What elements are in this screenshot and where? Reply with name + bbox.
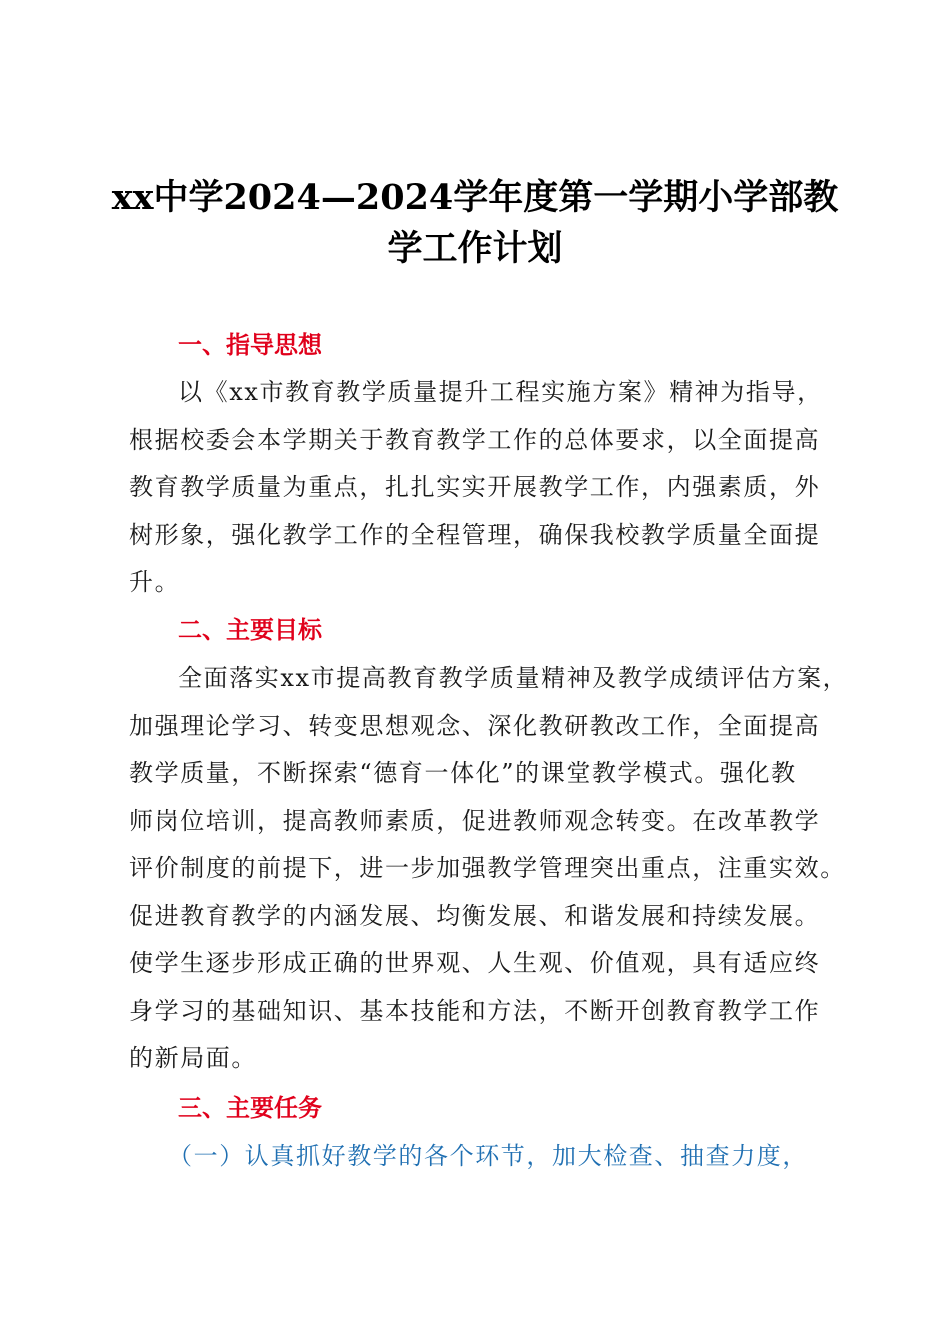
paragraph-line: 全面落实xx市提高教育教学质量精神及教学成绩评估方案， [178, 664, 849, 692]
title-line-2: 学工作计划 [387, 228, 563, 269]
paragraph-line: 根据校委会本学期关于教育教学工作的总体要求，以全面提高 [129, 425, 821, 454]
paragraph-line: 的新局面。 [129, 1044, 257, 1072]
paragraph-line: 师岗位培训，提高教师素质，促进教师观念转变。在改革教学 [129, 806, 821, 835]
paragraph-line: 评价制度的前提下，进一步加强教学管理突出重点，注重实效。 [129, 854, 846, 882]
paragraph-line: 促进教育教学的内涵发展、均衡发展、和谐发展和持续发展。 [129, 901, 821, 930]
section-heading-main-goals: 二、主要目标 [178, 616, 322, 644]
title-line-1: xx中学2024—2024学年度第一学期小学部教 [111, 177, 839, 218]
paragraph-line: 教育教学质量为重点，扎扎实实开展教学工作，内强素质，外 [129, 473, 821, 501]
section-paragraph-guiding-ideology [129, 369, 833, 607]
section-heading-guiding-ideology: 一、指导思想 [178, 331, 322, 359]
paragraph-line: 以《xx市教育教学质量提升工程实施方案》精神为指导， [178, 378, 823, 406]
paragraph-line: 升。 [129, 568, 181, 596]
paragraph-line: 使学生逐步形成正确的世界观、人生观、价值观，具有适应终 [129, 949, 821, 977]
section-paragraph-main-goals [129, 655, 849, 1083]
subsection-heading-teaching-links: （一）认真抓好教学的各个环节，加大检查、抽查力度， [168, 1142, 808, 1170]
paragraph-line: 树形象，强化教学工作的全程管理，确保我校教学质量全面提 [129, 520, 821, 549]
section-heading-main-tasks: 三、主要任务 [178, 1094, 322, 1122]
paragraph-line: 教学质量，不断探索“德育一体化”的课堂教学模式。强化教 [129, 759, 797, 787]
document-title [100, 172, 850, 274]
paragraph-line: 加强理论学习、转变思想观念、深化教研教改工作，全面提高 [129, 711, 821, 740]
paragraph-line: 身学习的基础知识、基本技能和方法，不断开创教育教学工作 [129, 996, 821, 1025]
